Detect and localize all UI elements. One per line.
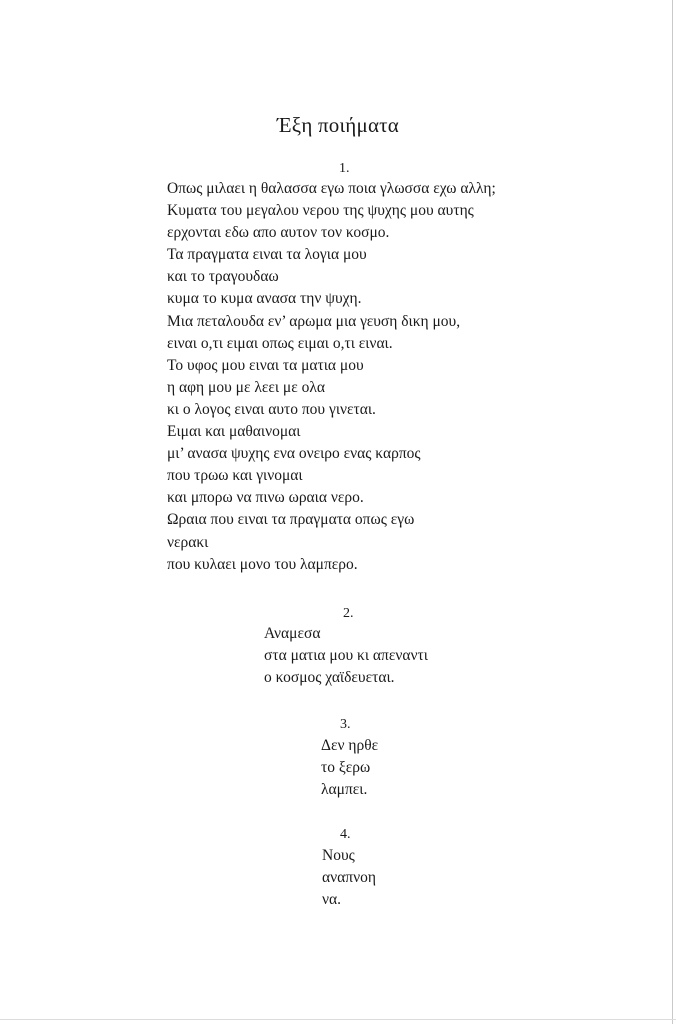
poem-line: να. <box>322 891 342 909</box>
page-edge-bottom <box>0 1019 676 1020</box>
poem-line: και μπορω να πινω ωραια νερο. <box>167 489 364 507</box>
poem-4 <box>322 845 376 911</box>
poem-line: το ξερω <box>321 759 371 777</box>
poem-4-number: 4. <box>340 827 351 842</box>
poem-line: ο κοσμος χαϊδευεται. <box>264 669 395 687</box>
poem-line: Αναμεσα <box>264 625 321 642</box>
poem-line: ειναι ο,τι ειμαι οπως ειμαι ο,τι ειναι. <box>167 334 393 352</box>
poem-line: Οπως μιλαει η θαλασσα εγω ποια γλωσσα εχω αλλη; <box>167 180 496 197</box>
poem-line: και το τραγουδαω <box>167 268 279 286</box>
poem-line: Μια πεταλουδα εν’ αρωμα μια γευση δικη μου, <box>167 312 461 330</box>
poem-line: Τα πραγματα ειναι τα λογια μου <box>167 246 367 264</box>
page-edge-right <box>672 0 673 1024</box>
poem-line: στα ματια μου κι απεναντι <box>264 647 428 665</box>
document-title: Έξη ποιήματα <box>276 113 399 137</box>
poem-line: Ειμαι και μαθαινομαι <box>167 423 301 441</box>
poem-line: Νους <box>322 847 355 864</box>
poem-line: ερχονται εδω απο αυτον τον κοσμο. <box>167 224 390 242</box>
poem-line: αναπνοη <box>322 869 376 887</box>
poem-line: μι’ ανασα ψυχης ενα ονειρο ενας καρπος <box>167 445 421 463</box>
poem-line: Το υφος μου ειναι τα ματια μου <box>167 356 364 374</box>
poem-line: που τρωω και γινομαι <box>167 467 303 485</box>
poem-line: που κυλαει μονο του λαμπερο. <box>167 555 358 573</box>
poem-line: κι ο λογος ειναι αυτο που γινεται. <box>167 400 376 418</box>
poem-line: λαμπει. <box>321 781 368 799</box>
poem-2 <box>264 623 428 689</box>
poem-2-number: 2. <box>343 606 354 621</box>
poem-line: η αφη μου με λεει με ολα <box>167 378 325 396</box>
poem-3 <box>321 735 378 801</box>
poem-line: Κυματα του μεγαλου νερου της ψυχης μου αυτης <box>167 202 474 220</box>
poem-3-number: 3. <box>340 717 351 732</box>
poem-line: κυμα το κυμα ανασα την ψυχη. <box>167 290 362 308</box>
poem-1 <box>167 178 496 576</box>
poem-line: Ωραια που ειναι τα πραγματα οπως εγω <box>167 511 415 529</box>
poem-line: νερακι <box>167 533 209 551</box>
poem-line: Δεν ηρθε <box>321 737 379 754</box>
poem-1-number: 1. <box>339 161 350 176</box>
